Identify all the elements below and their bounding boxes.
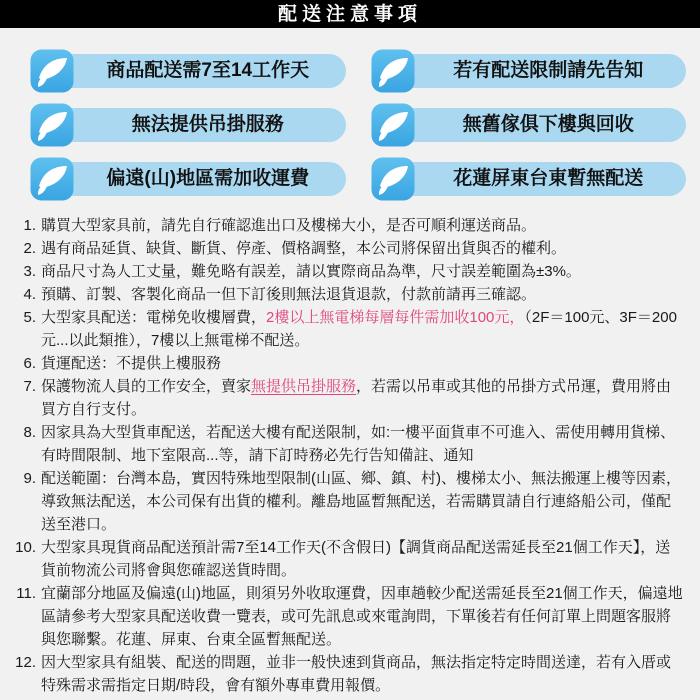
note-segment: 保護物流人員的工作安全，賣家 <box>41 378 252 395</box>
note-segment: 配送範圍：台灣本島，實因特殊地型限制(山區、鄉、鎮、村)、樓梯太小、無法搬運上樓等因素，導致無法配送，本公司保有出貨的權利。離島地區暫無配送，若需購買請自行連絡船公司，僅配送至港口。 <box>41 470 681 533</box>
page-title: 配送注意事項 <box>277 3 422 25</box>
delivery-badge <box>30 49 346 93</box>
note-number: 11. <box>16 585 36 602</box>
note-highlight-text: 2樓以上無電梯每層每件需加收100元， <box>266 309 525 326</box>
note-number: 6. <box>23 355 36 372</box>
note-segment: 預購、訂製、客製化商品一但下訂後則無法退貨退款，付款前請再三確認。 <box>41 286 537 303</box>
note-number: 2. <box>23 240 36 257</box>
note-number: 10. <box>15 539 36 556</box>
note-number: 4. <box>23 286 36 303</box>
notes-list <box>0 201 700 697</box>
badge-label: 無法提供吊掛服務 <box>52 108 346 142</box>
note-segment: ，若需以吊車或其他的吊掛方式吊運，費用將由買方自行支付。 <box>41 378 672 418</box>
note-text <box>41 237 684 260</box>
note-text <box>41 283 684 306</box>
note-number: 1. <box>23 217 36 234</box>
note-text <box>41 260 684 283</box>
leaf-icon <box>30 157 74 201</box>
note-segment: （2F＝100元、3F＝200元...以此類推），7樓以上無電梯不配送。 <box>41 309 677 349</box>
note-segment: 貨運配送：不提供上樓服務 <box>41 355 222 372</box>
leaf-icon <box>371 49 415 93</box>
note-item <box>15 214 684 237</box>
note-item <box>15 375 684 421</box>
leaf-icon <box>371 103 415 147</box>
note-segment: 大型家具配送：電梯免收樓層費， <box>41 309 267 326</box>
note-item <box>15 467 684 536</box>
note-highlight-text: 無提供吊掛服務 <box>251 378 357 395</box>
note-number: 12. <box>15 654 36 671</box>
badge-label: 花蓮屏東台東暫無配送 <box>393 162 687 196</box>
note-number: 8. <box>23 424 36 441</box>
delivery-badge <box>30 103 346 147</box>
badge-label: 商品配送需7至14工作天 <box>52 54 346 88</box>
note-text <box>41 375 684 421</box>
note-item <box>15 536 684 582</box>
delivery-badge <box>371 103 687 147</box>
badge-grid <box>0 28 700 201</box>
note-item <box>15 306 684 352</box>
note-item <box>15 651 684 697</box>
note-item <box>15 421 684 467</box>
note-item <box>15 237 684 260</box>
note-text <box>41 306 684 352</box>
note-number: 9. <box>23 470 36 487</box>
badge-label: 若有配送限制請先告知 <box>393 54 687 88</box>
leaf-icon <box>371 157 415 201</box>
delivery-badge <box>371 157 687 201</box>
note-item <box>15 260 684 283</box>
note-segment: 商品尺寸為人工丈量，難免略有誤差，請以實際商品為準，尺寸誤差範圍為±3%。 <box>41 263 581 280</box>
badge-label: 偏遠(山)地區需加收運費 <box>52 162 346 196</box>
note-segment: 因大型家具有組裝、配送的問題，並非一般快速到貨商品，無法指定特定時間送達，若有入厝或特殊需求需指定日期/時段，會有額外專車費用報價。 <box>41 654 672 694</box>
delivery-badge <box>371 49 687 93</box>
note-text <box>41 214 684 237</box>
badge-label: 無舊傢俱下樓與回收 <box>393 108 687 142</box>
note-text <box>41 421 684 467</box>
page-header <box>0 0 700 28</box>
delivery-badge <box>30 157 346 201</box>
note-number: 5. <box>23 309 36 326</box>
note-text <box>41 651 684 697</box>
note-text <box>41 582 684 651</box>
note-text <box>41 352 684 375</box>
note-segment: 大型家具現貨商品配送預計需7至14工作天(不含假日)【調貨商品配送需延長至21個工作天】，送貨前物流公司將會與您確認送貨時間。 <box>41 539 671 579</box>
leaf-icon <box>30 49 74 93</box>
note-segment: 宜蘭部分地區及偏遠(山)地區，則須另外收取運費，因車趟較少配送需延長至21個工作天，偏遠地區請參考大型家具配送收費一覽表，或可先訊息或來電詢問，下單後若有任何訂單上問題客服將與您聯繫。花蓮、屏東、台東全區暫無配送。 <box>41 585 683 648</box>
note-item <box>15 352 684 375</box>
leaf-icon <box>30 103 74 147</box>
note-item <box>15 582 684 651</box>
note-segment: 遇有商品延貨、缺貨、斷貨、停產、價格調整，本公司將保留出貨與否的權利。 <box>41 240 567 257</box>
note-text <box>41 467 684 536</box>
note-segment: 因家具為大型貨車配送，若配送大樓有配送限制，如:一樓平面貨車不可進入、需使用轉用貨梯、有時間限制、地下室限高...等，請下訂時務必先行告知備註、通知 <box>41 424 676 464</box>
note-item <box>15 283 684 306</box>
note-number: 3. <box>23 263 36 280</box>
note-text <box>41 536 684 582</box>
note-number: 7. <box>23 378 36 395</box>
note-segment: 購買大型家具前，請先自行確認進出口及樓梯大小，是否可順利運送商品。 <box>41 217 537 234</box>
